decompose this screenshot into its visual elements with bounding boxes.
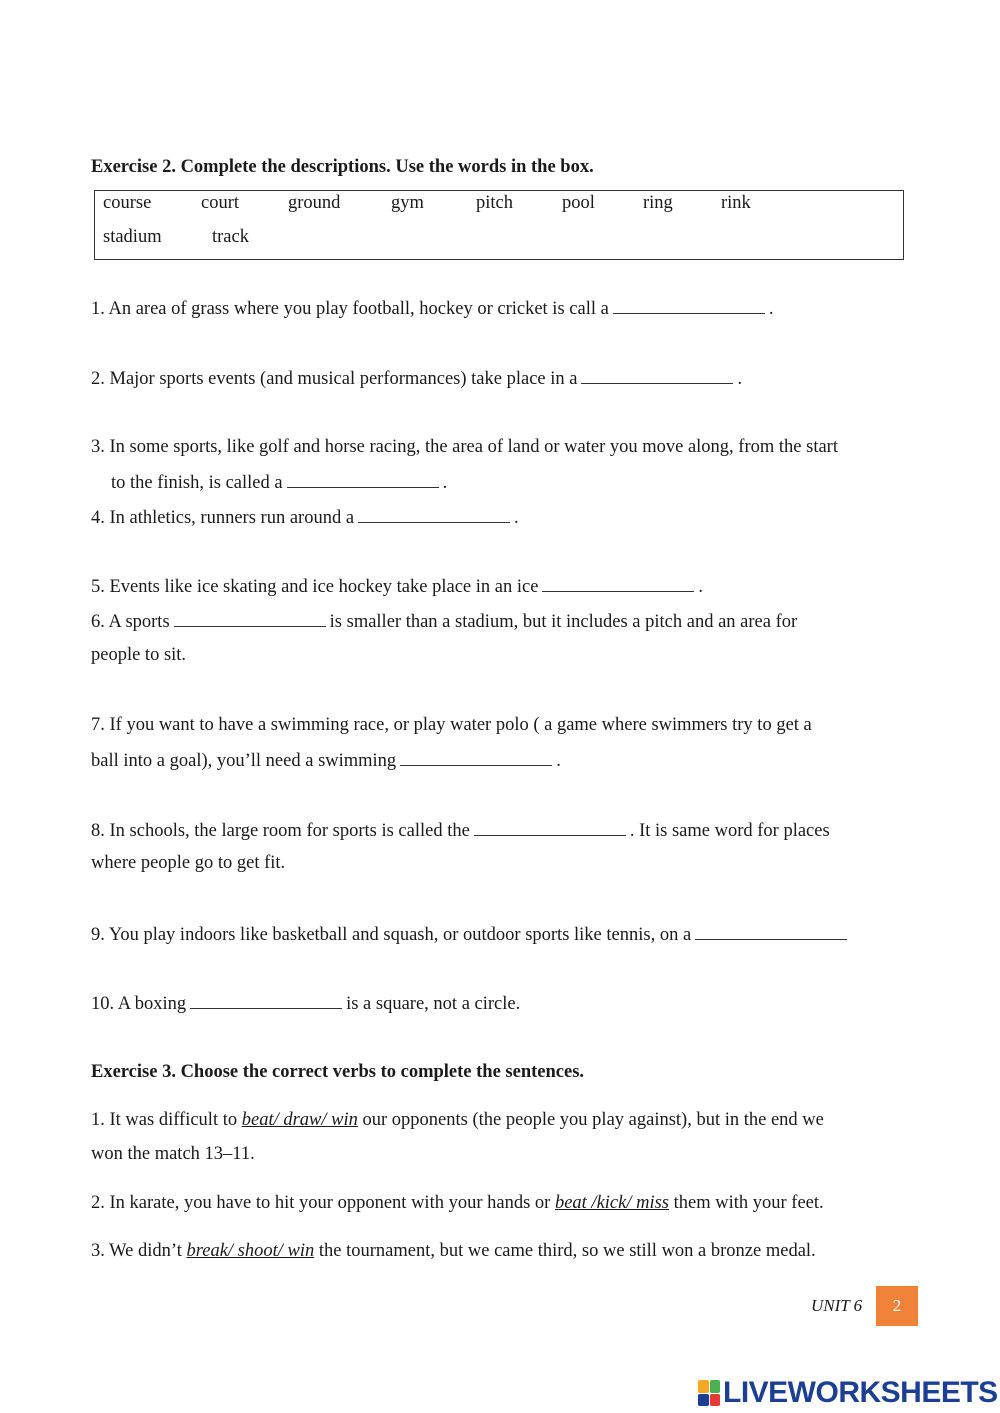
ex2-item-8-line2: where people go to get fit.	[91, 853, 286, 873]
ex2-item-2-text: 2. Major sports events (and musical performances) take place in a	[91, 369, 578, 389]
ex3-item-1-rest: our opponents (the people you play against), but in the end we	[362, 1110, 824, 1130]
ex2-item-9	[91, 923, 851, 946]
ex2-item-8-blank[interactable]	[474, 819, 626, 836]
ex3-item-1-text: 1. It was difficult to	[91, 1110, 238, 1130]
ex2-item-3-blank[interactable]	[287, 471, 439, 488]
ex2-item-4-blank[interactable]	[358, 506, 510, 523]
ex2-item-5-blank[interactable]	[542, 575, 694, 592]
ex3-item-1	[91, 1110, 824, 1131]
ex2-item-1-end: .	[768, 299, 774, 319]
ex3-item-3-choice[interactable]: break/ shoot/ win	[186, 1241, 315, 1261]
word-stadium: stadium	[103, 227, 162, 247]
ex2-item-3-line1: 3. In some sports, like golf and horse racing, the area of land or water you move along, from the start	[91, 437, 838, 457]
liveworksheets-logo-text: LIVEWORKSHEETS	[723, 1376, 998, 1409]
word-court: court	[201, 193, 240, 213]
ex2-item-10-text: 10. A boxing	[91, 994, 187, 1014]
liveworksheets-logo	[698, 1378, 998, 1408]
ex2-item-6-text: 6. A sports	[91, 612, 170, 632]
ex2-item-5-text: 5. Events like ice skating and ice hockey take place in an ice	[91, 577, 539, 597]
ex2-item-8-rest: . It is same word for places	[629, 821, 830, 841]
ex2-item-6	[91, 610, 797, 633]
ex2-item-8	[91, 819, 830, 842]
ex2-item-6-rest: is smaller than a stadium, but it includes a pitch and an area for	[329, 612, 798, 632]
word-gym: gym	[391, 193, 424, 213]
ex2-item-7-text: ball into a goal), you’ll need a swimming	[91, 751, 397, 771]
ex2-item-4	[91, 506, 519, 529]
ex2-item-7-blank[interactable]	[400, 749, 552, 766]
unit-label: UNIT 6	[811, 1296, 863, 1315]
ex3-item-1-choice[interactable]: beat/ draw/ win	[241, 1110, 358, 1130]
ex2-item-10-rest: is a square, not a circle.	[346, 994, 521, 1014]
ex3-item-3	[91, 1241, 816, 1262]
word-box	[94, 190, 904, 260]
ex2-item-9-text: 9. You play indoors like basketball and squash, or outdoor sports like tennis, on a	[91, 925, 692, 945]
word-track: track	[212, 227, 249, 247]
ex2-item-8-text: 8. In schools, the large room for sports is called the	[91, 821, 470, 841]
exercise-2-heading: Exercise 2. Complete the descriptions. Use the words in the box.	[91, 157, 594, 177]
ex3-item-2-choice[interactable]: beat /kick/ miss	[554, 1193, 670, 1213]
ex2-item-3-end: .	[442, 473, 448, 493]
ex2-item-2-blank[interactable]	[581, 367, 733, 384]
exercise-3-heading: Exercise 3. Choose the correct verbs to complete the sentences.	[91, 1062, 585, 1082]
ex2-item-3-text: to the finish, is called a	[111, 473, 283, 493]
ex2-item-4-end: .	[514, 508, 519, 528]
ex2-item-7	[91, 749, 561, 772]
ex2-item-7-line1: 7. If you want to have a swimming race, or play water polo ( a game where swimmers try to get a	[91, 715, 812, 735]
page-number-badge: 2	[876, 1286, 918, 1326]
ex2-item-2-end: .	[737, 369, 743, 389]
ex2-item-2	[91, 367, 742, 390]
ex2-item-1	[91, 297, 773, 320]
ex3-item-3-rest: the tournament, but we came third, so we still won a bronze medal.	[318, 1241, 816, 1261]
ex3-item-2-text: 2. In karate, you have to hit your opponent with your hands or	[91, 1193, 551, 1213]
word-ring: ring	[643, 193, 673, 213]
word-rink: rink	[721, 193, 751, 213]
ex2-item-10	[91, 992, 520, 1015]
ex2-item-6-blank[interactable]	[174, 610, 326, 627]
ex2-item-5	[91, 575, 703, 598]
word-ground: ground	[288, 193, 341, 213]
word-pool: pool	[562, 193, 595, 213]
word-course: course	[103, 193, 152, 213]
ex2-item-1-blank[interactable]	[613, 297, 765, 314]
ex2-item-10-blank[interactable]	[190, 992, 342, 1009]
ex3-item-2-rest: them with your feet.	[673, 1193, 824, 1213]
ex3-item-2	[91, 1193, 824, 1214]
ex3-item-3-text: 3. We didn’t	[91, 1241, 182, 1261]
ex2-item-1-text: 1. An area of grass where you play football, hockey or cricket is call a	[91, 299, 609, 319]
liveworksheets-mark-icon	[698, 1380, 720, 1406]
word-pitch: pitch	[476, 193, 513, 213]
ex3-item-1-line2: won the match 13–11.	[91, 1144, 255, 1164]
ex2-item-4-text: 4. In athletics, runners run around a	[91, 508, 355, 528]
ex2-item-3	[111, 471, 447, 494]
ex2-item-6-line2: people to sit.	[91, 645, 187, 665]
ex2-item-5-end: .	[698, 577, 704, 597]
ex2-item-9-blank[interactable]	[695, 923, 847, 940]
ex2-item-7-end: .	[556, 751, 561, 771]
